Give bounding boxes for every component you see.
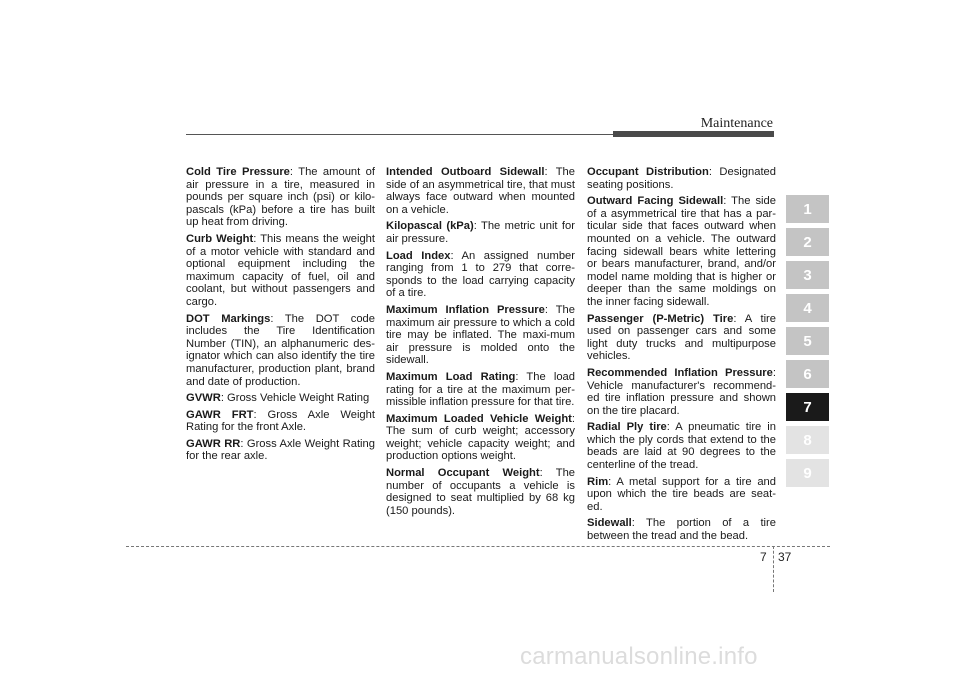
- definition-entry: [186, 166, 375, 229]
- definition-separator: :: [515, 370, 519, 383]
- definition-term: DOT Markings: [186, 312, 271, 325]
- chapter-tab-5[interactable]: 5: [786, 327, 829, 355]
- definition-separator: :: [253, 408, 257, 421]
- definition-term: Intended Outboard Sidewall: [386, 166, 545, 178]
- definition-text: The metric unit for air pressure.: [386, 220, 575, 245]
- definition-entry: [386, 413, 575, 463]
- text-column-1: [186, 166, 375, 467]
- definition-separator: :: [733, 312, 737, 325]
- definition-separator: :: [772, 366, 776, 379]
- definition-term: Maximum Loaded Vehicle Weight: [386, 412, 572, 425]
- definition-entry: [386, 250, 575, 300]
- definition-separator: :: [544, 303, 548, 316]
- watermark: carmanualsonline.info: [520, 643, 758, 670]
- page-chapter-number: 7: [760, 550, 767, 564]
- definition-text: Gross Axle Weight Rating for the front Axle.: [186, 408, 375, 434]
- definition-text: A tire used on passenger cars and some light duty trucks and multipurpose vehicles.: [587, 312, 776, 363]
- definition-text: Designated seating positions.: [587, 166, 776, 191]
- footer-divider: [773, 546, 774, 592]
- definition-entry: [186, 313, 375, 389]
- definition-term: Normal Occupant Weight: [386, 467, 540, 480]
- definition-text: A pneumatic tire in which the ply cords that extend to the beads are laid at 90 degrees to the centerline of the tread.: [587, 421, 776, 472]
- chapter-tab-2[interactable]: 2: [786, 228, 829, 256]
- definition-term: Load Index: [386, 249, 451, 262]
- header-bar: [613, 131, 774, 137]
- definition-text: The amount of air pressure in a tire, measured in pounds per square inch (psi) or kilo-pascals (kPa) before a tire has built up heat from driving.: [186, 166, 375, 229]
- definition-text: Gross Axle Weight Rating for the rear axle.: [186, 437, 375, 463]
- definition-separator: :: [723, 195, 727, 208]
- chapter-tab-7[interactable]: 7: [786, 393, 829, 421]
- definition-entry: [186, 233, 375, 309]
- definition-term: Maximum Load Rating: [386, 370, 516, 383]
- definition-entry: [587, 517, 776, 542]
- footer-rule: [126, 546, 830, 547]
- text-column-3: [587, 166, 776, 547]
- definition-term: Occupant Distribution: [587, 166, 709, 178]
- text-column-2: [386, 166, 575, 521]
- definition-entry: [386, 166, 575, 216]
- definition-term: Passenger (P-Metric) Tire: [587, 312, 734, 325]
- page-number: 37: [778, 550, 792, 564]
- definition-separator: :: [240, 437, 244, 450]
- definition-term: GAWR RR: [186, 437, 241, 450]
- definition-text: The portion of a tire between the tread and the bead.: [587, 517, 776, 543]
- chapter-tab-6[interactable]: 6: [786, 360, 829, 388]
- definition-text: A metal support for a tire and upon which the tire beads are seat-ed.: [587, 475, 776, 513]
- chapter-tabs: [786, 195, 829, 492]
- chapter-tab-4[interactable]: 4: [786, 294, 829, 322]
- chapter-tab-3[interactable]: 3: [786, 261, 829, 289]
- definition-text: The maximum air pressure to which a cold tire may be inflated. The maxi-mum air pressure is molded onto the sidewall.: [386, 303, 575, 367]
- definition-separator: :: [539, 467, 543, 480]
- definition-text: This means the weight of a motor vehicle with standard and optional equipment including the maximum capacity of fuel, oil and coolant, but without passengers and cargo.: [186, 232, 375, 308]
- definition-text: The side of an asymmetrical tire, that must always face outward when mounted on a vehicle.: [386, 166, 576, 216]
- definition-separator: :: [450, 249, 454, 262]
- definition-term: GAWR FRT: [186, 408, 254, 421]
- definition-text: Vehicle manufacturer's recommend-ed tire inflation pressure and shown on the tire placard.: [587, 379, 776, 417]
- definition-entry: [186, 392, 375, 405]
- chapter-tab-8[interactable]: 8: [786, 426, 829, 454]
- definition-text: The DOT code includes the Tire Identification Number (TIN), an alphanumeric des-ignator which can also identify the tire manufacturer, production plant, brand and date of production.: [186, 312, 376, 388]
- definition-separator: :: [473, 220, 477, 233]
- definition-entry: [386, 304, 575, 367]
- definition-separator: :: [220, 392, 224, 405]
- definition-text: The number of occupants a vehicle is designed to seat multiplied by 68 kg (150 pounds).: [386, 467, 576, 517]
- definition-entry: [186, 438, 375, 463]
- definition-term: Radial Ply tire: [587, 421, 667, 434]
- definition-entry: [587, 476, 776, 514]
- definition-entry: [587, 313, 776, 363]
- definition-term: Curb Weight: [186, 232, 254, 245]
- definition-separator: :: [608, 475, 612, 488]
- definition-entry: [587, 421, 776, 471]
- definition-separator: :: [708, 166, 712, 178]
- definition-text: The side of a asymmetrical tire that has a par-ticular side that faces outward when mounted on a vehicle. The outward facing sidewall bears white lettering or bears manufacturer, brand, and/or model name molding that is higher or deeper than the same moldings on the inner facing sidewall.: [587, 195, 776, 308]
- definition-term: Maximum Inflation Pressure: [386, 303, 545, 316]
- definition-entry: [386, 467, 575, 517]
- definition-term: Rim: [587, 475, 609, 488]
- definition-entry: [587, 195, 776, 308]
- definition-entry: [186, 409, 375, 434]
- definition-separator: :: [253, 232, 257, 245]
- definition-separator: :: [270, 312, 274, 325]
- definition-term: Sidewall: [587, 517, 632, 530]
- definition-entry: [386, 220, 575, 245]
- definition-separator: :: [666, 421, 670, 434]
- chapter-tab-1[interactable]: 1: [786, 195, 829, 223]
- definition-separator: :: [289, 166, 294, 178]
- definition-entry: [386, 371, 575, 409]
- definition-term: GVWR: [186, 392, 221, 405]
- definition-text: The sum of curb weight; accessory weight; vehicle capacity weight; and production options weight.: [386, 425, 575, 463]
- definition-text: The load rating for a tire at the maximum per-missible inflation pressure for that tire.: [386, 370, 575, 409]
- definition-text: An assigned number ranging from 1 to 279 that corre-sponds to the load carrying capacity of a tire.: [386, 249, 575, 300]
- definition-text: Gross Vehicle Weight Rating: [223, 392, 370, 405]
- definition-term: Kilopascal (kPa): [386, 220, 474, 233]
- chapter-tab-9[interactable]: 9: [786, 459, 829, 487]
- section-title: Maintenance: [700, 116, 773, 131]
- definition-separator: :: [571, 412, 575, 425]
- definition-term: Outward Facing Sidewall: [587, 195, 724, 208]
- definition-entry: [587, 367, 776, 417]
- definition-entry: [587, 166, 776, 191]
- definition-separator: :: [544, 166, 548, 178]
- definition-term: Recommended Inflation Pressure: [587, 366, 773, 379]
- definition-separator: :: [631, 517, 635, 530]
- definition-term: Cold Tire Pressure: [186, 166, 290, 178]
